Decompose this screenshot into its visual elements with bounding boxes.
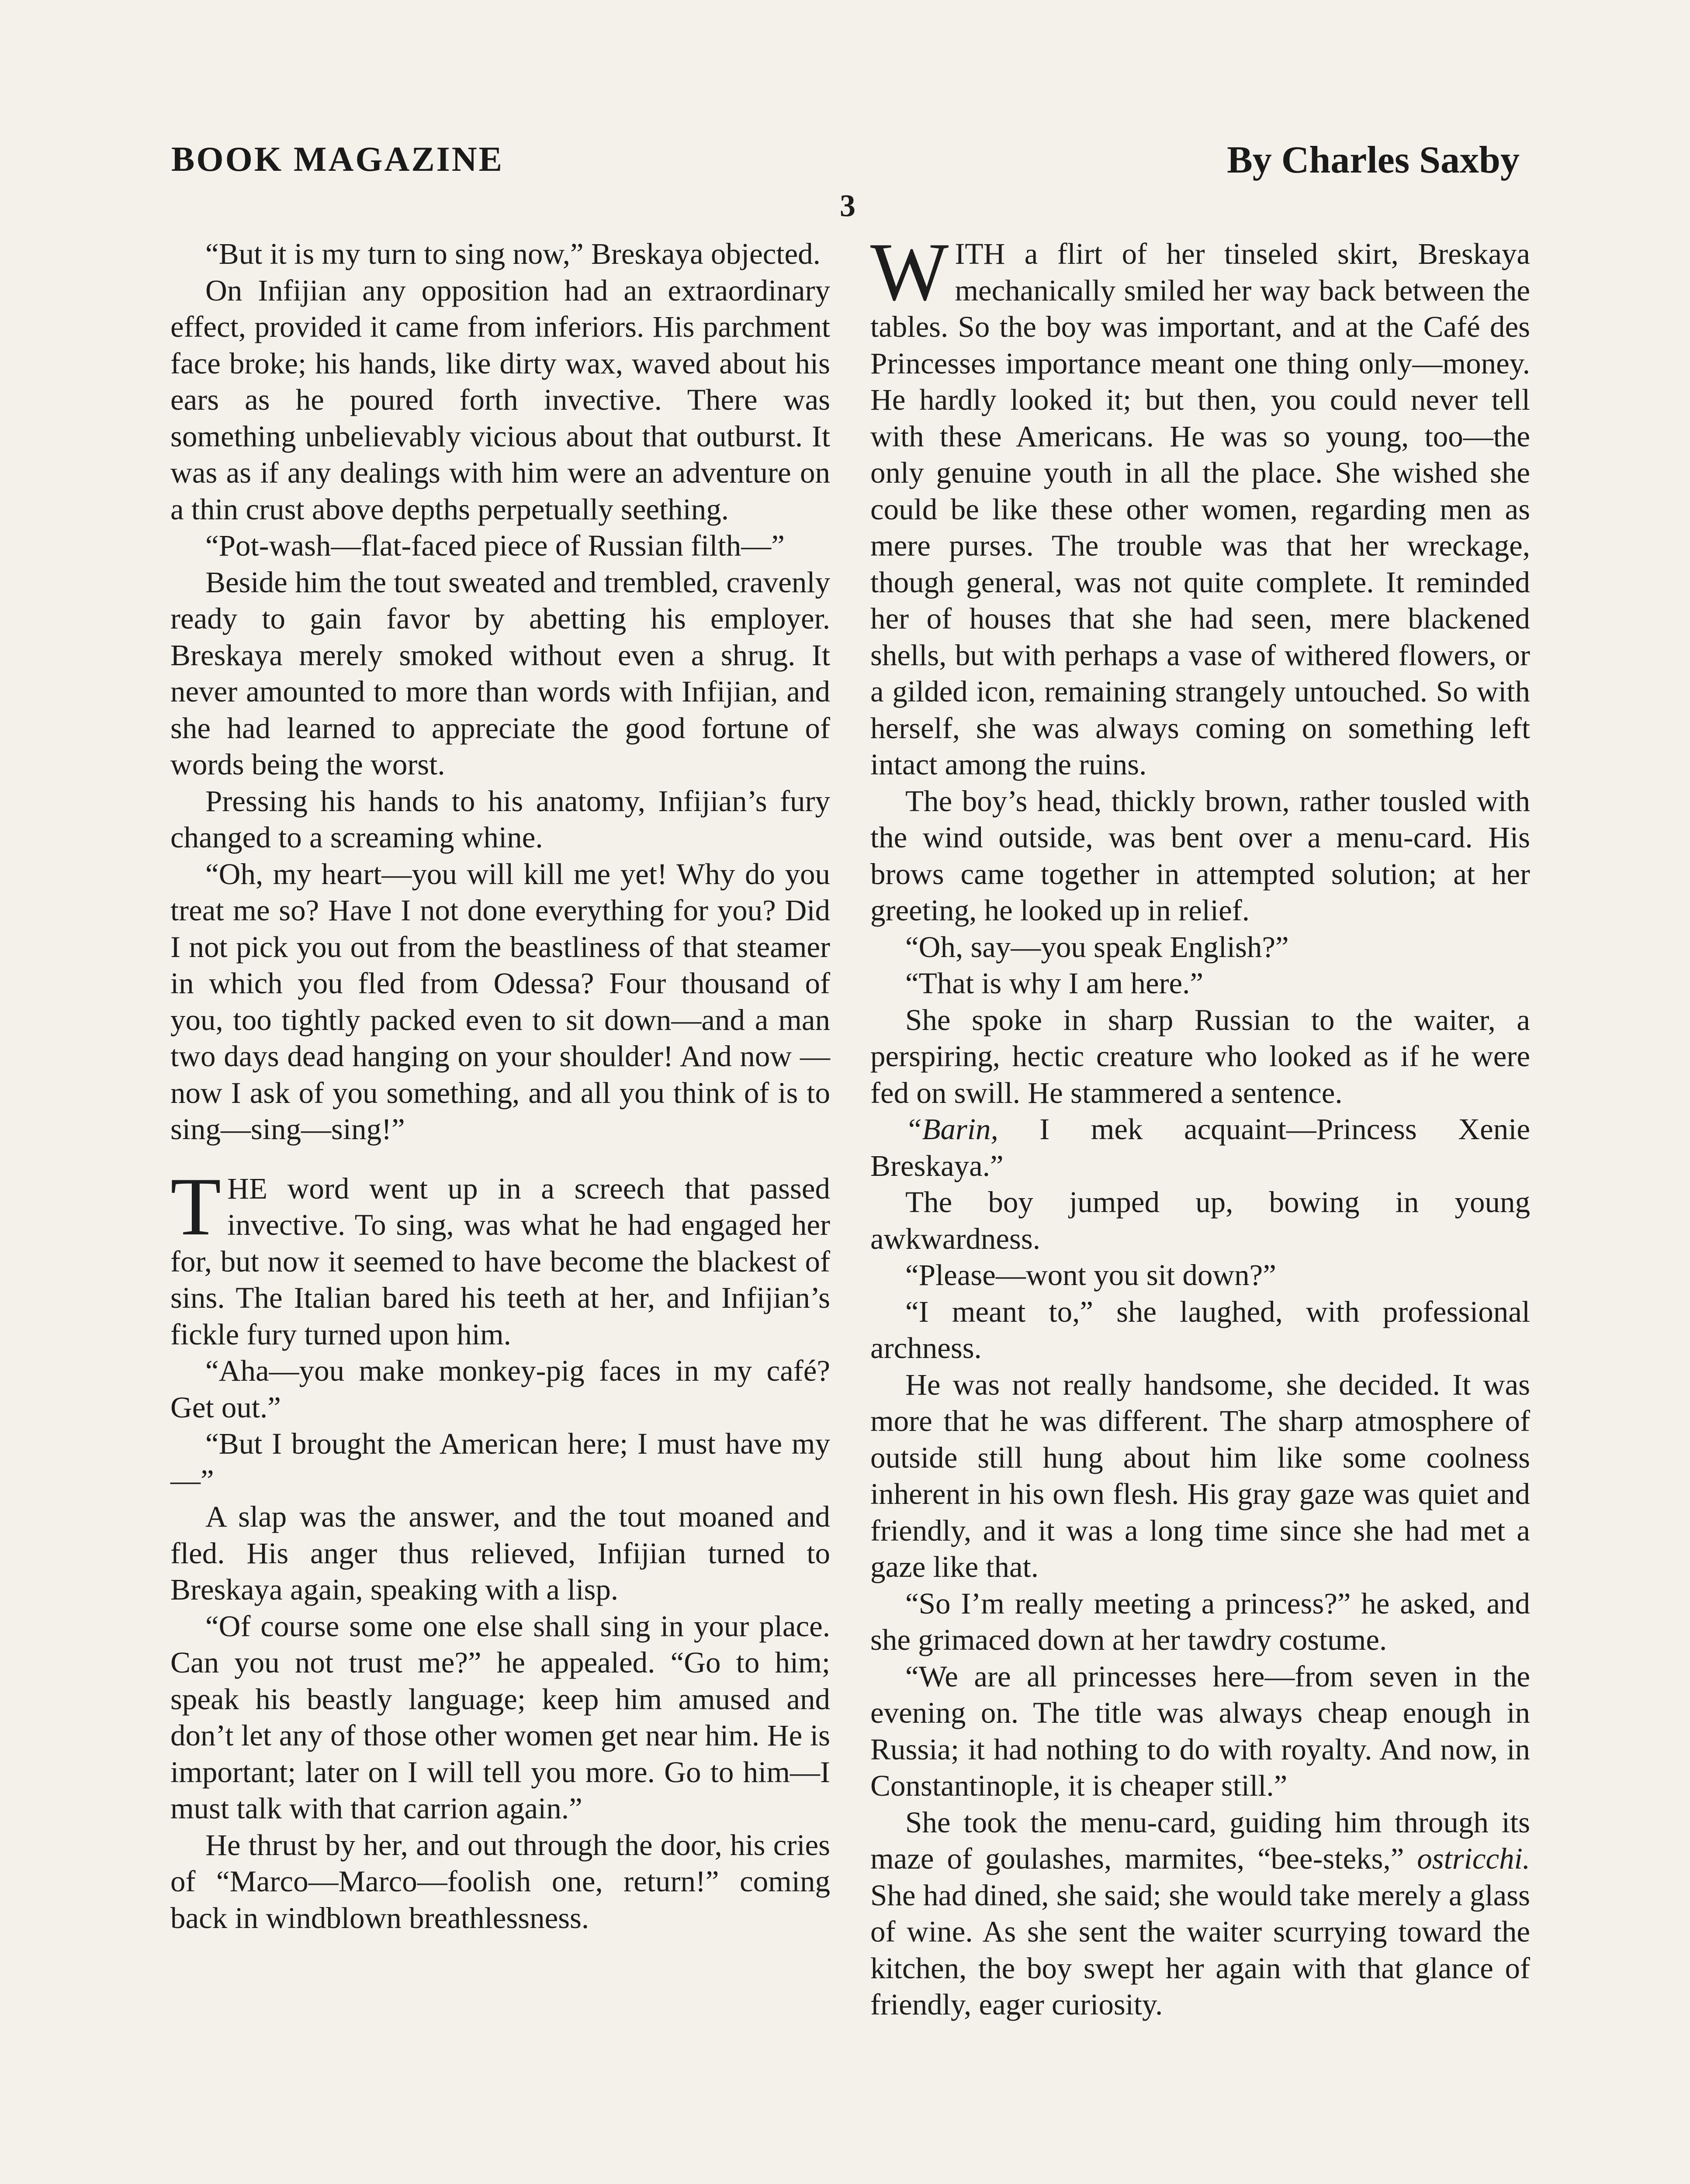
paragraph: “I meant to,” she laughed, with professional archness. — [870, 1295, 1530, 1365]
paragraph: “Of course some one else shall sing in your place. Can you not trust me?” he appealed. “Go to him; speak his beastly language; keep him amused and don’t let any of those other women get near him. He is important; later on I will tell you more. Go to him—I must talk with that carrion again.” — [170, 1609, 830, 1825]
paragraph-text: She had dined, she said; she would take merely a glass of wine. As she sent the waiter scurrying toward the kitchen, the boy swept her again with that glance of friendly, eager curiosity. — [870, 1878, 1530, 2021]
paragraph-text: ITH a flirt of her tinseled skirt, Breskaya mechanically smiled her way back between the tables. So the boy was important, and at the Café des Princesses importance meant one thing only—money. He hardly looked it; but then, you could never tell with these Americans. He was so young, too—the only genuine youth in all the place. She wished she could be like these other women, regarding men as mere purses. The trouble was that her wreckage, though general, was not quite complete. It reminded her of houses that she had seen, mere blackened shells, but with perhaps a vase of withered flowers, or a gilded icon, remaining strangely untouched. So with herself, she was always coming on something left intact among the ruins. — [870, 237, 1530, 781]
opening-paragraph — [870, 226, 1530, 783]
paragraph: Pressing his hands to his anatomy, Infijian’s fury changed to a screaming whine. — [170, 784, 830, 854]
paragraph — [870, 1111, 1530, 1184]
paragraph: “Please—wont you sit down?” — [905, 1258, 1276, 1292]
paragraph: A slap was the answer, and the tout moaned and fled. His anger thus relieved, Infijian turned to Breskaya again, speaking with a lisp. — [170, 1500, 830, 1606]
paragraph-text: I mek acquaint—Princess Xenie Breskaya.” — [870, 1113, 1530, 1182]
paragraph: She spoke in sharp Russian to the waiter, a perspiring, hectic creature who looked as if he were fed on swill. He stammered a sentence. — [870, 1003, 1530, 1109]
paragraph: The boy jumped up, bowing in young awkwardness. — [870, 1185, 1530, 1255]
right-column — [870, 226, 1530, 2023]
drop-cap: W — [870, 226, 949, 318]
paragraph: He was not really handsome, she decided. It was more that he was different. The sharp atmosphere of outside still hung about him like some coolness inherent in his own flesh. His gray gaze was quiet and friendly, and it was a long time since she had met a gaze like that. — [870, 1368, 1530, 1583]
paragraph: Beside him the tout sweated and trembled, cravenly ready to gain favor by abetting his employer. Breskaya merely smoked without even a shrug. It never amounted to more than words with Infijian, and she had learned to appreciate the good fortune of words being the worst. — [170, 565, 830, 781]
paragraph-text: HE word went up in a screech that passed invective. To sing, was what he had engaged her for, but now it seemed to have become the blackest of sins. The Italian bared his teeth at her, and Infijian’s fickle fury turned upon him. — [170, 1171, 830, 1351]
paragraph: “So I’m really meeting a princess?” he asked, and she grimaced down at her tawdry costume. — [870, 1586, 1530, 1656]
drop-cap: T — [170, 1161, 222, 1253]
paragraph: “Pot-wash—flat-faced piece of Russian filth—” — [205, 529, 785, 562]
paragraph: He thrust by her, and out through the door, his cries of “Marco—Marco—foolish one, return!” coming back in windblown breathlessness. — [170, 1828, 830, 1935]
paragraph — [870, 1804, 1530, 2023]
left-column — [170, 236, 830, 1936]
paragraph: “But I brought the American here; I must have my—” — [170, 1427, 830, 1497]
paragraph: “But it is my turn to sing now,” Breskaya objected. — [205, 237, 821, 270]
paragraph: “Oh, my heart—you will kill me yet! Why do you treat me so? Have I not done everything for you? Did I not pick you out from the beastliness of that steamer in which you fled from Odessa? Four thousand of you, too tightly packed even to sit down—and a man two days dead hanging on your shoulder! And now —now I ask of you something, and all you think of is to sing—sing—sing!” — [170, 857, 830, 1146]
paragraph-text: She took the menu-card, guiding him through its maze of goulashes, marmites, “bee-steks,” — [870, 1805, 1530, 1875]
paragraph: The boy’s head, thickly brown, rather tousled with the wind outside, was bent over a menu-card. His brows came together in attempted solution; at her greeting, he looked up in relief. — [870, 784, 1530, 927]
paragraph: “We are all princesses here—from seven in the evening on. The title was always cheap enough in Russia; it had nothing to do with royalty. And now, in Constantinople, it is cheaper still.” — [870, 1659, 1530, 1802]
paragraph: “That is why I am here.” — [905, 967, 1204, 1000]
paragraph: “Aha—you make monkey-pig faces in my café? Get out.” — [170, 1354, 830, 1424]
page-number: 3 — [840, 188, 855, 223]
paragraph: On Infijian any opposition had an extraordinary effect, provided it came from inferiors. His parchment face broke; his hands, like dirty wax, waved about his ears as he poured forth invective. There was something unbelievably vicious about that outburst. It was as if any dealings with him were an adventure on a thin crust above depths perpetually seething. — [170, 273, 830, 526]
author-byline: By Charles Saxby — [1227, 139, 1520, 181]
italic-word: ostricchi. — [1417, 1842, 1530, 1875]
paragraph: “Oh, say—you speak English?” — [905, 930, 1289, 964]
publication-title: BOOK MAGAZINE — [171, 140, 504, 179]
section-opening-paragraph — [170, 1161, 830, 1353]
italic-word: “Barin, — [905, 1113, 998, 1146]
